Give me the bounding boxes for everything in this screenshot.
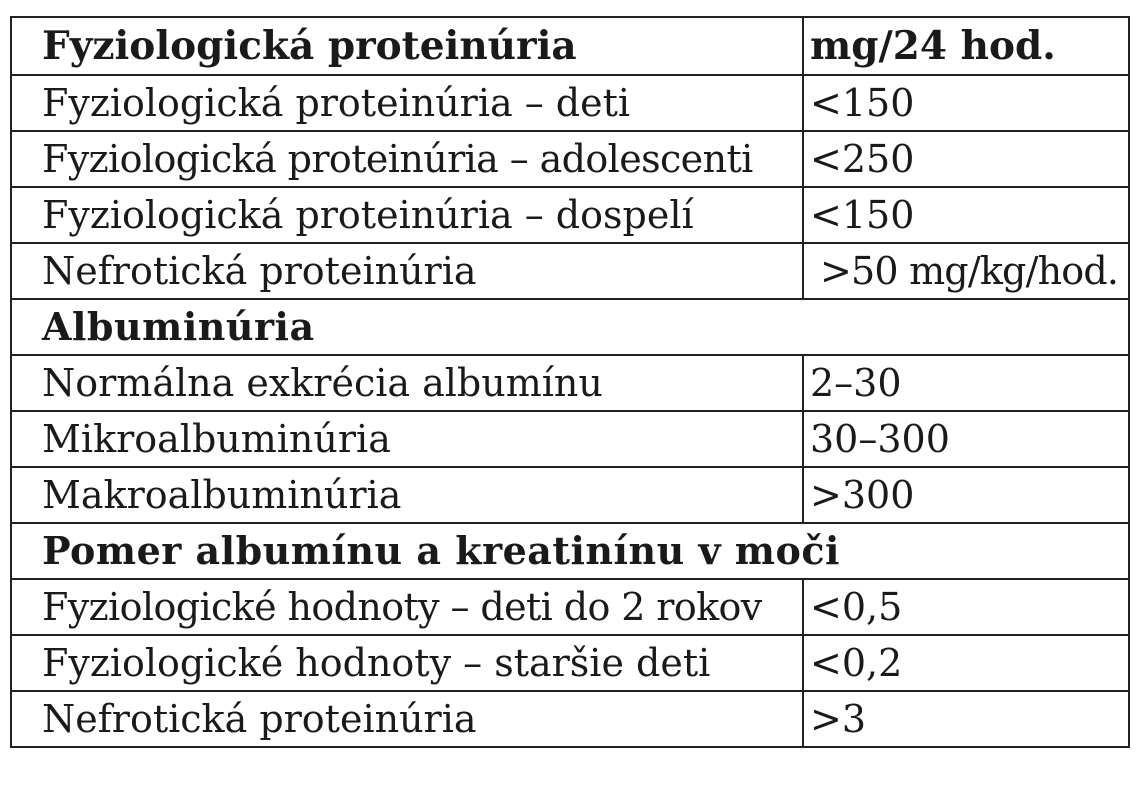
row-value: <150 xyxy=(803,187,1129,243)
row-label: Makroalbuminúria xyxy=(11,467,803,523)
row-label: Normálna exkrécia albumínu xyxy=(11,355,803,411)
row-value: 2–30 xyxy=(803,355,1129,411)
row-value: <250 xyxy=(803,131,1129,187)
row-value: <0,5 xyxy=(803,579,1129,635)
table-row xyxy=(11,131,1129,187)
section-row-ratio xyxy=(11,523,1129,579)
table-row xyxy=(11,187,1129,243)
row-label: Nefrotická proteinúria xyxy=(11,691,803,747)
table-row xyxy=(11,75,1129,131)
row-label: Fyziologická proteinúria – dospelí xyxy=(11,187,803,243)
reference-values-table xyxy=(10,16,1130,748)
table-row xyxy=(11,355,1129,411)
row-value: <150 xyxy=(803,75,1129,131)
table-row xyxy=(11,579,1129,635)
row-value: >3 xyxy=(803,691,1129,747)
row-value: 30–300 xyxy=(803,411,1129,467)
row-value: <0,2 xyxy=(803,635,1129,691)
table-header-row xyxy=(11,17,1129,75)
table-row xyxy=(11,411,1129,467)
table-row xyxy=(11,243,1129,299)
row-value: >300 xyxy=(803,467,1129,523)
section-title: Pomer albumínu a kreatinínu v moči xyxy=(11,523,1129,579)
row-label: Nefrotická proteinúria xyxy=(11,243,803,299)
row-label: Fyziologická proteinúria – adolescenti xyxy=(11,131,803,187)
table-row xyxy=(11,635,1129,691)
table-row xyxy=(11,467,1129,523)
section-row-albuminuria xyxy=(11,299,1129,355)
header-unit: mg/24 hod. xyxy=(803,17,1129,75)
row-value: >50 mg/kg/hod. xyxy=(803,243,1129,299)
row-label: Fyziologická proteinúria – deti xyxy=(11,75,803,131)
row-label: Fyziologické hodnoty – staršie deti xyxy=(11,635,803,691)
section-title: Albuminúria xyxy=(11,299,1129,355)
row-label: Mikroalbuminúria xyxy=(11,411,803,467)
header-label: Fyziologická proteinúria xyxy=(11,17,803,75)
row-label: Fyziologické hodnoty – deti do 2 rokov xyxy=(11,579,803,635)
table-row xyxy=(11,691,1129,747)
